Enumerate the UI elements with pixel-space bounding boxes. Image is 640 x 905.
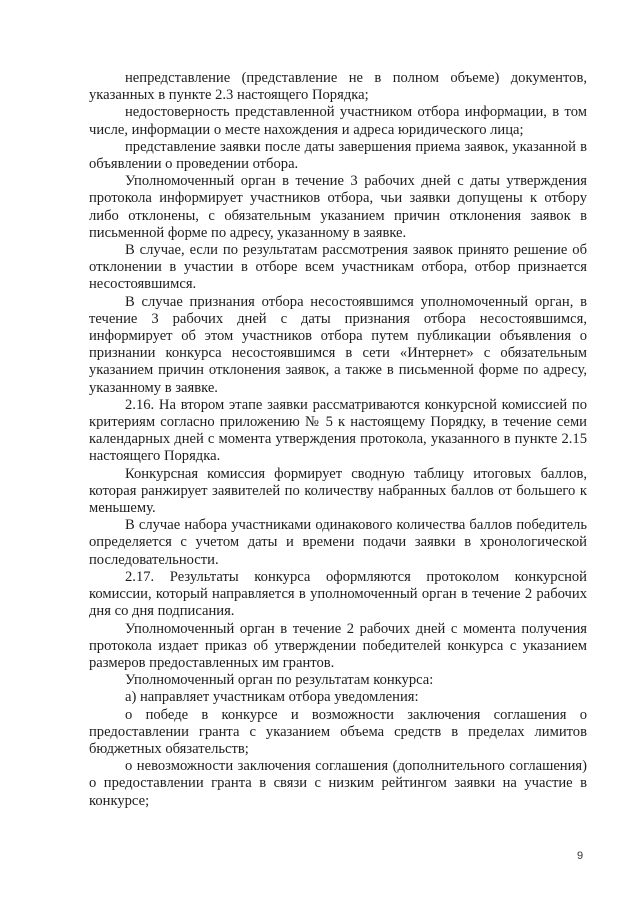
paragraph: а) направляет участникам отбора уведомления: (125, 689, 419, 706)
document-body (89, 70, 587, 810)
paragraph: Конкурсная комиссия формирует сводную таблицу итоговых баллов, которая ранжирует заявителей по количеству набранных баллов от большего к меньшему. (89, 465, 587, 517)
paragraph: В случае набора участниками одинакового количества баллов победитель определяется с учетом даты и времени подачи заявки в хронологической последовательности. (89, 517, 587, 568)
paragraph: недостоверность представленной участником отбора информации, в том числе, информации о месте нахождения и адреса юридического лица; (89, 104, 587, 138)
paragraph: непредставление (представление не в полном объеме) документов, указанных в пункте 2.3 настоящего Порядка; (89, 70, 587, 104)
paragraph: Уполномоченный орган в течение 3 рабочих дней с даты утверждения протокола информирует участников отбора, чьи заявки допущены к отбору либо отклонены, с обязательным указанием причин отклонения заявок в письменной форме по адресу, указанному в заявке. (89, 173, 587, 241)
paragraph: представление заявки после даты завершения приема заявок, указанной в объявлении о проведении отбора. (89, 138, 587, 173)
paragraph: В случае, если по результатам рассмотрения заявок принято решение об отклонении в участии в отборе всем участникам отбора, отбор признается несостоявшимся. (89, 242, 587, 293)
paragraph: Уполномоченный орган по результатам конкурса: (125, 672, 434, 689)
paragraph: 2.17. Результаты конкурса оформляются протоколом конкурсной комиссии, который направляется в уполномоченный орган в течение 2 рабочих дня со дня подписания. (89, 568, 587, 620)
paragraph: о невозможности заключения соглашения (дополнительного соглашения) о предоставлении гранта в связи с низким рейтингом заявки на участие в конкурсе; (89, 758, 587, 809)
paragraph: о победе в конкурсе и возможности заключения соглашения о предоставлении гранта с указанием объема средств в пределах лимитов бюджетных обязательств; (89, 706, 587, 757)
paragraph: В случае признания отбора несостоявшимся уполномоченный орган, в течение 3 рабочих дней с даты признания отбора несостоявшимся, информирует об этом участников отбора путем публикации объявления о признании конкурса несостоявшимся в сети «Интернет» с обязательным указанием причин отклонения заявок, а также в письменной форме по адресу, указанному в заявке. (89, 293, 587, 396)
page-number: 9 (577, 850, 584, 862)
paragraph: Уполномоченный орган в течение 2 рабочих дней с момента получения протокола издает приказ об утверждении победителей конкурса с указанием размеров предоставленных им грантов. (89, 620, 587, 671)
paragraph: 2.16. На втором этапе заявки рассматриваются конкурсной комиссией по критериям согласно приложению № 5 к настоящему Порядку, в течение семи календарных дней с момента утверждения протокола, указанного в пункте 2.15 настоящего Порядка. (89, 396, 587, 465)
